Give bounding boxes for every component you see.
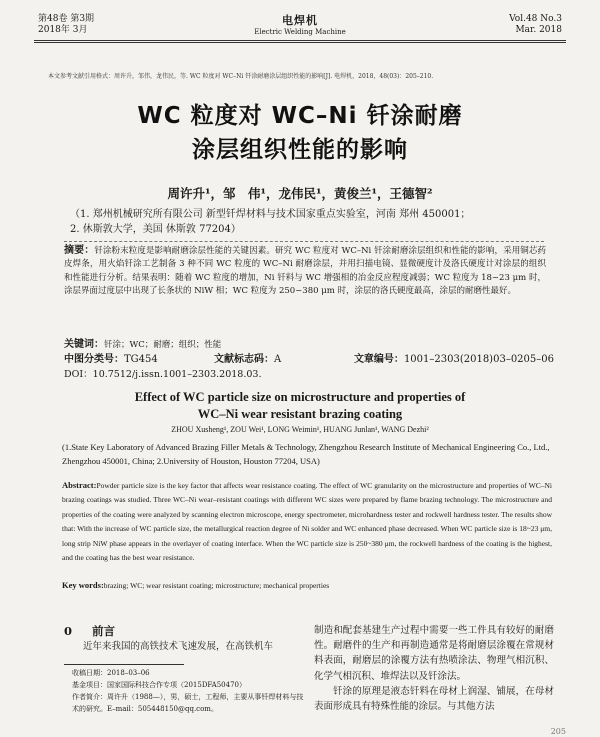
abstract-divider (64, 241, 544, 242)
title-en-line-2: WC–Ni wear resistant brazing coating (197, 407, 403, 421)
intro-right-column (314, 623, 554, 714)
keywords-en-label: Key words: (62, 580, 104, 590)
abstract-en-text: Powder particle size is the key factor that affects wear resistance coating. The effect of WC granularity on the microstructure and properties of WC–Ni brazing coatings was studied. Three WC–Ni wear–resistant coatings with different WC sizes were prepared by flame brazing technology. The microstructure and properties of the coating were analyzed by scanning electron microscope, energy spectrometer, microhardness tester and rockwell hardness tester. The results show that: With the increase of WC particle size, the metallurgical reaction degree of Ni solder and WC enhanced phase decreased. When WC particle size is 18~23 μm, long strip NiW phase appears in the overlayer of coating interface. When the WC particle size is 250~380 μm, the rockwell hardness of the coating is the highest, and the coating has the best wear resistance. (62, 481, 552, 563)
abstract-cn (64, 244, 546, 298)
doc-label: 文献标志码： (213, 354, 274, 365)
keywords-en (62, 580, 329, 590)
title-cn-text: WC 粒度对 WC–Ni 钎涂耐磨涂层组织性能的影响 (137, 103, 463, 163)
page-number: 205 (550, 727, 566, 736)
abstract-en-label: Abstract: (62, 480, 97, 490)
abstract-cn-label: 摘要： (64, 245, 95, 256)
page-title-en (0, 389, 600, 423)
keywords-cn (64, 335, 221, 350)
affiliation-en: (1.State Key Laboratory of Advanced Brazing Filler Metals & Technology, Zhengzhou Research Institute of Mechanical Engineering Co., Ltd., Zhengzhou 450001, China; 2.University of Houston, Houston 77204, USA) (62, 442, 550, 466)
article-label: 文章编号： (353, 354, 404, 365)
keywords-en-text: brazing; WC; wear resistant coating; microstructure; mechanical properties (103, 581, 330, 590)
footnote-funding: 基金项目：国家国际科技合作专项（2015DFA50470） (72, 681, 246, 689)
footnote-received: 收稿日期：2018–03–06 (72, 669, 150, 677)
section-heading (64, 623, 115, 639)
clc-label: 中图分类号： (64, 354, 124, 365)
footnotes (72, 667, 310, 715)
affiliation-cn-line-1: （1. 郑州机械研究所有限公司 新型钎焊材料与技术国家重点实验室，河南 郑州 450001； (70, 209, 471, 220)
footnote-author: 作者简介：周许升（1988—），男，硕士，工程师，主要从事钎焊材料与技术的研究。E–mail：505448150@qq.com。 (72, 693, 304, 713)
header-rule-thin (34, 42, 566, 43)
doc-value: A (273, 354, 282, 365)
abstract-en (62, 478, 552, 565)
intro-left-paragraph: 近年来我国的高铁技术飞速发展，在高铁机车 (83, 641, 274, 652)
classification-row (64, 350, 554, 365)
section-title: 前言 (92, 624, 115, 638)
intro-right-paragraph-2: 钎涂的原理是液态钎料在母材上润湿、铺展，在母材表面形成具有特殊性能的涂层。与其他方法 (314, 685, 554, 713)
header-right (509, 14, 562, 36)
authors-cn: 周许升¹，邹 伟¹，龙伟民¹，黄俊兰¹，王德智² (167, 186, 433, 201)
doi: DOI：10.7512/j.issn.1001–2303.2018.03. (64, 369, 262, 380)
keywords-cn-label: 关键词： (64, 339, 104, 350)
journal-name-cn: 电焊机 (282, 14, 318, 27)
article-value: 1001–2303(2018)03–0205–06 (403, 354, 554, 365)
citation-format: 本文参考文献引用格式：周许升，邹伟，龙伟民，等. WC 粒度对 WC–Ni 钎涂耐磨涂层组织性能的影响[J]. 电焊机，2018，48(03)：205–210. (48, 73, 434, 80)
volume-cn: 第48卷 第3期 (38, 14, 95, 24)
date-en: Mar. 2018 (515, 25, 562, 35)
volume-en: Vol.48 No.3 (509, 14, 562, 24)
title-en-line-1: Effect of WC particle size on microstructure and properties of (134, 390, 466, 404)
authors-en: ZHOU Xusheng¹, ZOU Wei¹, LONG Weimin¹, HUANG Junlan¹, WANG Dezhi² (171, 425, 429, 434)
abstract-cn-text: 钎涂粉末粒度是影响耐磨涂层性能的关键因素。研究 WC 粒度对 WC–Ni 钎涂耐磨涂层组织和性能的影响，采用铜芯药皮焊条，用火焰钎涂工艺制备 3 种不同 WC 粒度的 WC–Ni 耐磨涂层，并用扫描电镜、显微硬度计及洛氏硬度计对涂层的组织和性能进行分析。结果表明：随着 WC 粒度的增加，Ni 钎料与 WC 增强相的冶金反应程度减弱；WC 粒度为 18~23 μm 时，涂层界面过度层中出现了长条状的 NiW 相；WC 粒度为 250~380 μm 时，涂层的洛氏硬度最高，涂层的耐磨性最好。 (64, 246, 547, 296)
section-number: 0 (64, 624, 73, 638)
affiliation-cn (70, 207, 550, 237)
footnote-rule (64, 664, 184, 665)
date-cn: 2018年 3月 (38, 25, 88, 35)
header-rule (34, 40, 566, 41)
page-title-cn (0, 99, 600, 167)
keywords-cn-text: 钎涂；WC；耐磨；组织；性能 (104, 340, 222, 350)
journal-name-en: Electric Welding Machine (254, 28, 346, 36)
affiliation-cn-line-2: 2. 休斯敦大学，美国 休斯敦 77204） (70, 224, 241, 235)
clc-value: TG454 (124, 354, 158, 365)
intro-right-paragraph-1: 制造和配套基建生产过程中需要一些工件具有较好的耐磨性。耐磨件的生产和再制造通常是将耐磨层涂覆在常规材料表面，耐磨层的涂覆方法有热喷涂法、物理气相沉积、化学气相沉积、堆焊法以及钎涂法。 (314, 625, 554, 682)
